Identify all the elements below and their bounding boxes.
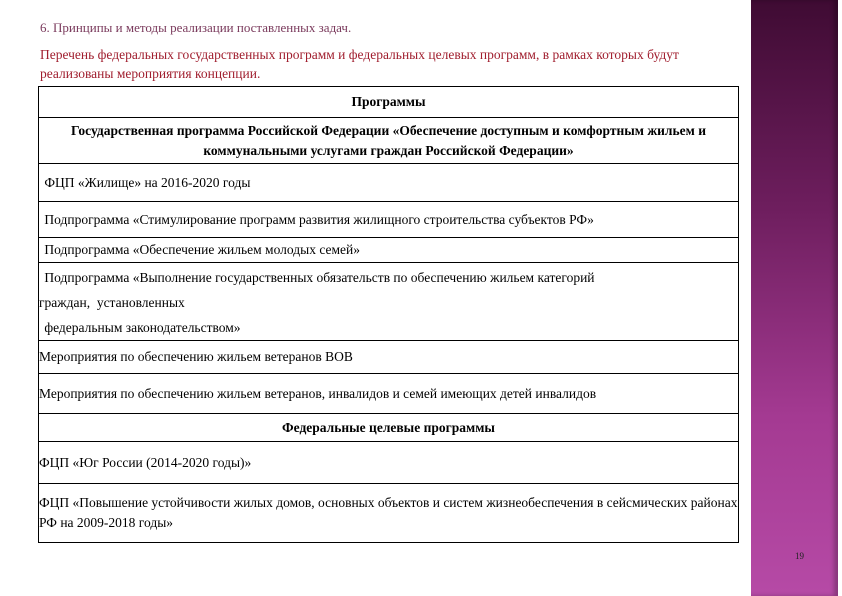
table-row: ФЦП «Юг России (2014-2020 годы)» [39, 441, 738, 483]
table-row [39, 262, 738, 340]
table-row: Подпрограмма «Обеспечение жильем молодых семей» [39, 237, 738, 262]
table-row: Подпрограмма «Стимулирование программ развития жилищного строительства субъектов РФ» [39, 201, 738, 237]
table-header: Программы [351, 94, 426, 109]
slide-title: 6. Принципы и методы реализации поставленных задач. [40, 20, 352, 35]
programs-table [38, 86, 739, 543]
table-row: ФЦП «Жилище» на 2016-2020 годы [39, 163, 738, 201]
page-number: 19 [795, 551, 804, 561]
table-row: Государственная программа Российской Федерации «Обеспечение доступным и комфортным жильем и коммунальными услугами граждан Российской Федерации» [39, 117, 738, 163]
row-line: Подпрограмма «Выполнение государственных обязательств по обеспечению жильем категорий [41, 270, 595, 285]
table-row: Мероприятия по обеспечению жильем ветеранов, инвалидов и семей имеющих детей инвалидов [39, 373, 738, 413]
table-row: ФЦП «Повышение устойчивости жилых домов, основных объектов и систем жизнеобеспечения в сейсмических районах РФ на 2009-2018 годы» [39, 483, 738, 542]
row-line: граждан, установленных [39, 295, 185, 310]
row-line: федеральным законодательством» [41, 320, 241, 335]
section-header: Федеральные целевые программы [39, 413, 738, 441]
slide-subtitle: Перечень федеральных государственных программ и федеральных целевых программ, в рамках которых будут реализованы мероприятия концепции. [40, 47, 679, 81]
decorative-side-panel [751, 0, 838, 596]
table-row: Мероприятия по обеспечению жильем ветеранов ВОВ [39, 340, 738, 373]
